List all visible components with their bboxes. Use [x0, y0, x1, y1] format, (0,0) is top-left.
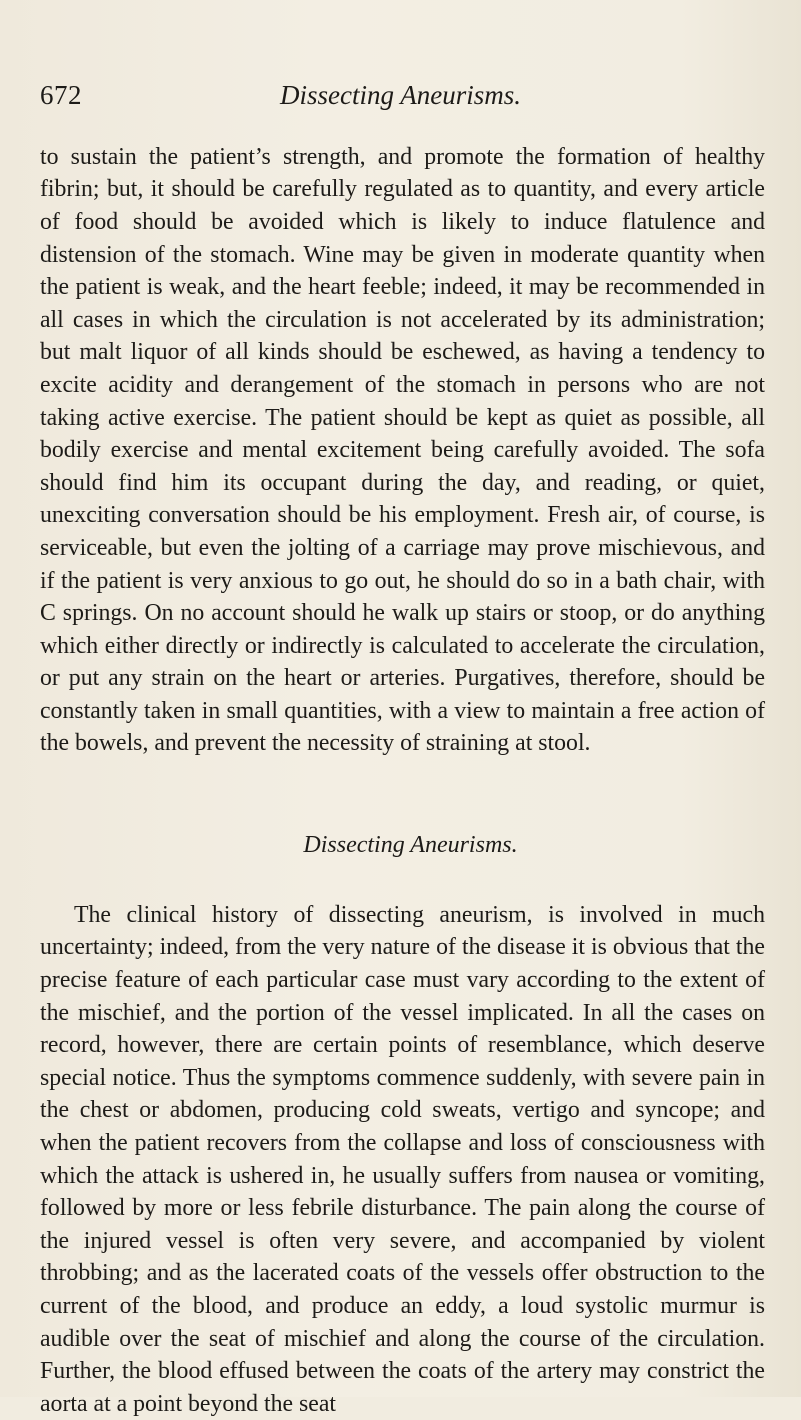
paragraph-continuation: to sustain the patient’s strength, and promote the formation of healthy fibrin; but, it should be carefully regulated as to quantity, and every article of food should be avoided which is likely to induce flatulence and distension of the stomach. Wine may be given in moderate quantity when the patient is weak, and the heart feeble; indeed, it may be recommended in all cases in which the circulation is not accelerated by its administration; but malt liquor of all kinds should be eschewed, as having a tendency to excite acidity and derangement of the stomach in persons who are not taking active exercise. The patient should be kept as quiet as possible, all bodily exercise and mental excitement being carefully avoided. The sofa should find him its occupant during the day, and reading, or quiet, unexciting conversation should be his employment. Fresh air, of course, is serviceable, but even the jolting of a carriage may prove mischievous, and if the patient is very anxious to go out, he should do so in a bath chair, with C springs. On no account should he walk up stairs or stoop, or do anything which either directly or indirectly is calculated to accelerate the circulation, or put any strain on the heart or arteries. Purgatives, therefore, should be constantly taken in small quantities, with a view to maintain a free action of the bowels, and prevent the necessity of straining at stool.: [40, 143, 765, 757]
section-heading: Dissecting Aneurisms.: [303, 832, 518, 858]
page-header: [40, 80, 760, 120]
page-number: 672: [40, 80, 82, 110]
running-title: Dissecting Aneurisms.: [280, 80, 521, 110]
paragraph-clinical-history: The clinical history of dissecting aneurism, is involved in much uncertainty; indeed, from the very nature of the disease it is obvious that the precise feature of each particular case must vary according to the extent of the mischief, and the portion of the vessel implicated. In all the cases on record, however, there are certain points of resemblance, which deserve special notice. Thus the symptoms commence suddenly, with severe pain in the chest or abdomen, producing cold sweats, vertigo and syncope; and when the patient recovers from the collapse and loss of consciousness with which the attack is ushered in, he usually suffers from nausea or vomiting, followed by more or less febrile disturbance. The pain along the course of the injured vessel is often very severe, and accompanied by violent throbbing; and as the lacerated coats of the vessels offer obstruction to the current of the blood, and produce an eddy, a loud systolic murmur is audible over the seat of mischief and along the course of the circulation. Further, the blood effused between the coats of the artery may constrict the aorta at a point beyond the seat: [40, 901, 765, 1417]
